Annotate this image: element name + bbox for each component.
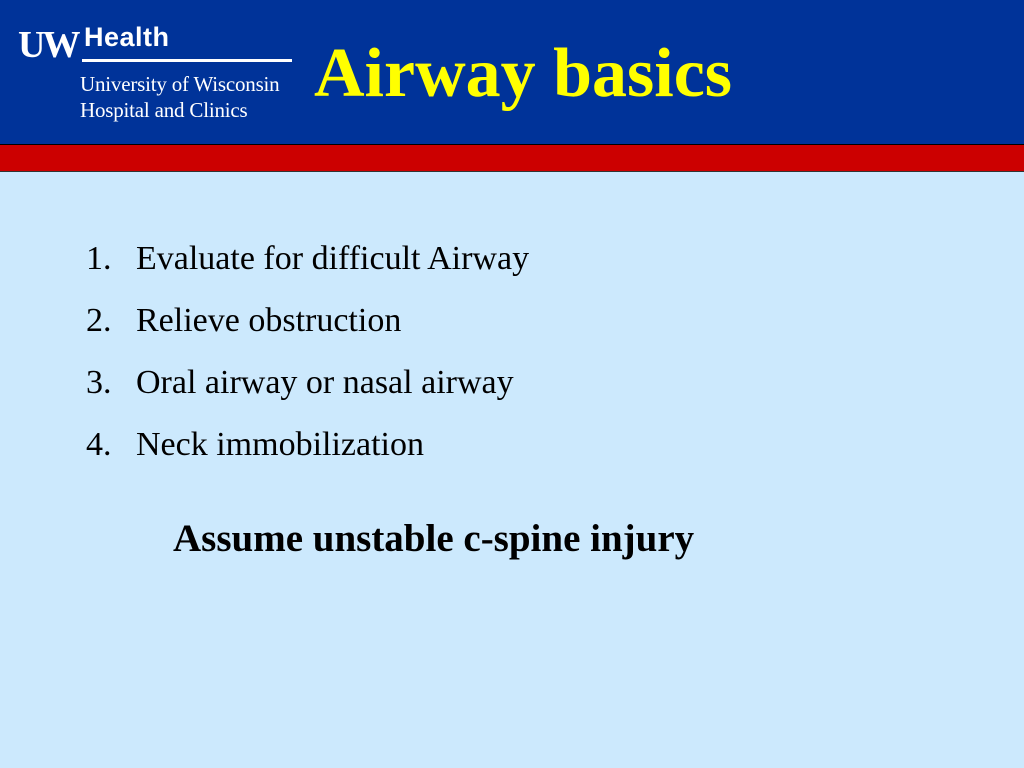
logo-divider bbox=[82, 59, 292, 62]
list-item bbox=[86, 352, 529, 414]
callout-text: Assume unstable c-spine injury bbox=[173, 517, 695, 560]
logo-institution-line1: University of Wisconsin bbox=[80, 72, 280, 96]
list-item-number: 2. bbox=[86, 302, 112, 339]
logo-mark: UW bbox=[18, 24, 78, 66]
slide-title: Airway basics bbox=[314, 35, 733, 112]
list-item bbox=[86, 228, 529, 290]
numbered-list bbox=[86, 228, 529, 476]
list-item bbox=[86, 290, 529, 352]
list-item-number: 3. bbox=[86, 364, 112, 401]
list-item-text: Evaluate for difficult Airway bbox=[136, 240, 530, 277]
list-item-text: Relieve obstruction bbox=[136, 302, 402, 339]
slide-header bbox=[0, 0, 1024, 145]
list-item-number: 4. bbox=[86, 426, 112, 463]
accent-bar bbox=[0, 145, 1024, 172]
list-item bbox=[86, 414, 529, 476]
logo-brand: Health bbox=[84, 22, 170, 52]
uw-health-logo bbox=[18, 22, 294, 127]
list-item-text: Oral airway or nasal airway bbox=[136, 364, 514, 401]
logo-institution-line2: Hospital and Clinics bbox=[80, 98, 248, 122]
list-item-number: 1. bbox=[86, 240, 112, 277]
list-item-text: Neck immobilization bbox=[136, 426, 424, 463]
